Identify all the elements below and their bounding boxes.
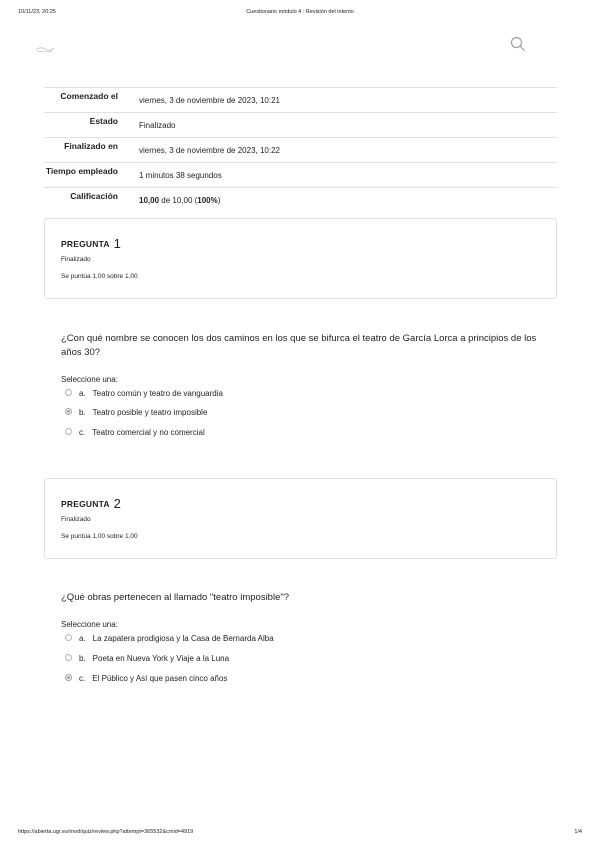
summary-label: Finalizado en: [64, 141, 118, 151]
answer-option-1c[interactable]: [65, 428, 205, 440]
option-text: Teatro comercial y no comercial: [92, 428, 205, 437]
option-letter: c.: [79, 674, 86, 683]
question-number-value: 2: [113, 496, 122, 511]
question-number-value: 1: [113, 236, 122, 251]
summary-label: Estado: [89, 116, 118, 126]
summary-label: Calificación: [70, 191, 118, 201]
option-text: El Público y Así que pasen cinco años: [92, 674, 228, 683]
print-title: Cuestionario módulo 4 : Revisión del intento: [246, 9, 354, 15]
summary-value: [139, 196, 220, 205]
question-number: [61, 495, 121, 510]
question-text-1: [61, 332, 541, 360]
summary-row-started: [44, 88, 557, 113]
summary-row-state: [44, 113, 557, 138]
option-letter: a.: [79, 634, 86, 643]
answer-option-2b[interactable]: [65, 654, 229, 666]
answer-option-2c[interactable]: [65, 674, 227, 686]
radio-icon[interactable]: [65, 654, 72, 661]
search-icon[interactable]: [510, 36, 526, 52]
summary-label: Comenzado el: [60, 91, 118, 101]
question-text-line: años 30?: [61, 347, 101, 358]
option-text: Teatro común y teatro de vanguardia: [92, 389, 223, 398]
summary-value: 1 minutos 38 segundos: [139, 171, 222, 180]
grade-score: 10,00: [139, 196, 160, 205]
print-datetime: 10/11/23, 20:25: [18, 9, 56, 15]
answer-option-1b[interactable]: [65, 408, 207, 420]
option-letter: b.: [79, 654, 86, 663]
grade-percent: 100%: [197, 196, 218, 205]
question-text-2: [61, 591, 541, 605]
select-prompt: Seleccione una:: [61, 620, 118, 629]
summary-value: viernes, 3 de noviembre de 2023, 10:21: [139, 96, 280, 105]
summary-value: Finalizado: [139, 121, 176, 130]
radio-icon[interactable]: [65, 389, 72, 396]
print-url: https://abierta.ugr.es/mod/quiz/review.php?attempt=365532&cmid=4919: [18, 829, 194, 835]
question-number: [61, 235, 121, 250]
answer-option-2a[interactable]: [65, 634, 274, 646]
summary-row-finished: [44, 138, 557, 163]
summary-row-grade: [44, 188, 557, 212]
option-text: La zapatera prodigiosa y la Casa de Bernarda Alba: [92, 634, 274, 643]
grade-end: ): [217, 196, 221, 205]
radio-icon[interactable]: [65, 428, 72, 435]
question-state: Finalizado: [61, 256, 91, 263]
print-page-number: 1/4: [574, 829, 582, 835]
option-text: Poeta en Nueva York y Viaje a la Luna: [92, 654, 230, 663]
question-text-line: ¿Qué obras pertenecen al llamado "teatro imposible"?: [61, 592, 290, 603]
print-header: [18, 9, 582, 19]
site-logo-icon[interactable]: [34, 41, 56, 51]
grade-middle: de 10,00 (: [159, 196, 198, 205]
answer-option-1a[interactable]: [65, 389, 223, 401]
radio-checked-icon[interactable]: [65, 408, 72, 415]
question-grade: Se puntúa 1,00 sobre 1,00: [61, 273, 138, 280]
summary-label: Tiempo empleado: [45, 166, 118, 176]
option-letter: c.: [79, 428, 86, 437]
question-label: PREGUNTA: [61, 239, 110, 249]
question-text-line: ¿Con qué nombre se conocen los dos caminos en los que se bifurca el teatro de García Lorca a principios de los: [61, 333, 537, 344]
select-prompt: Seleccione una:: [61, 375, 118, 384]
attempt-summary-table: [44, 87, 557, 212]
option-letter: b.: [79, 408, 86, 417]
radio-checked-icon[interactable]: [65, 674, 72, 681]
question-label: PREGUNTA: [61, 499, 110, 509]
question-info-1: [44, 218, 557, 299]
print-footer: [18, 829, 582, 839]
radio-icon[interactable]: [65, 634, 72, 641]
summary-value: viernes, 3 de noviembre de 2023, 10:22: [139, 146, 280, 155]
question-info-2: [44, 478, 557, 559]
question-state: Finalizado: [61, 516, 91, 523]
summary-row-time-taken: [44, 163, 557, 188]
option-text: Teatro posible y teatro imposible: [92, 408, 208, 417]
option-letter: a.: [79, 389, 86, 398]
question-grade: Se puntúa 1,00 sobre 1,00: [61, 533, 138, 540]
